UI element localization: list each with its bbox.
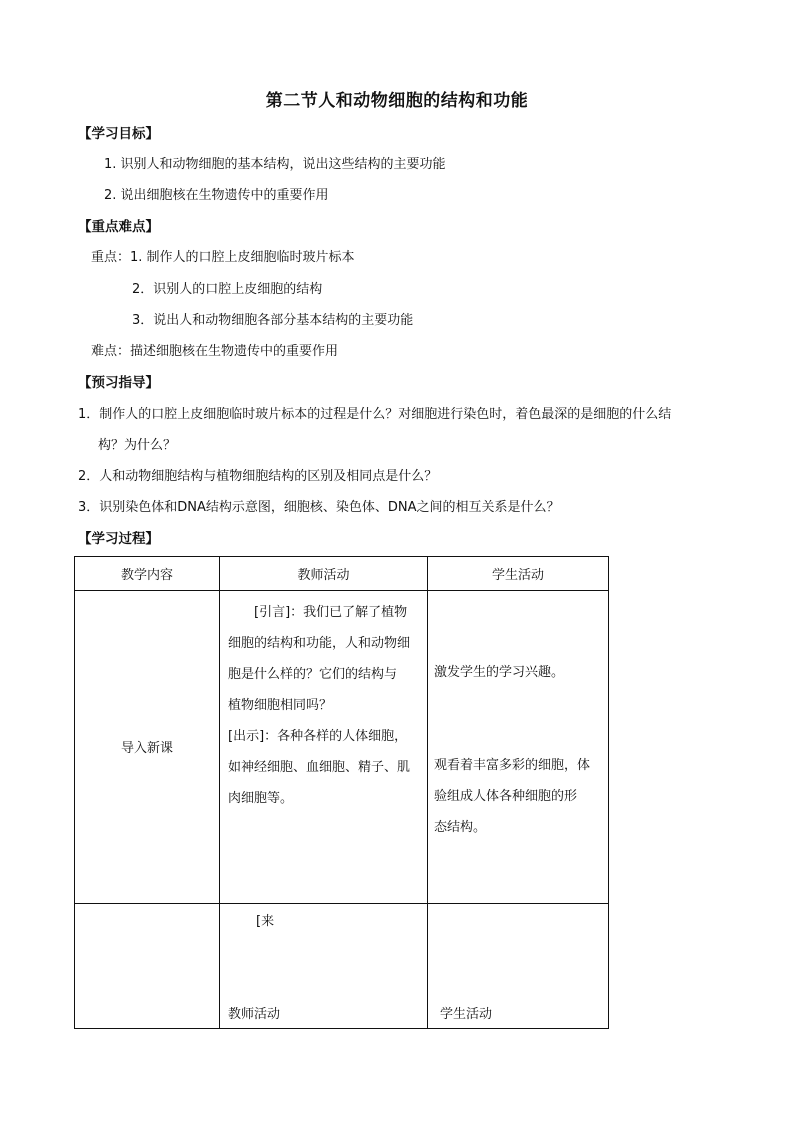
preview-question-2: 2．人和动物细胞结构与植物细胞结构的区别及相同点是什么？ bbox=[78, 469, 438, 484]
row2-teacher-cell bbox=[220, 904, 428, 1029]
student-line-4: 态结构。 bbox=[434, 820, 487, 835]
row1-teacher-text bbox=[220, 591, 427, 814]
learning-process-table bbox=[74, 556, 609, 1029]
row1-teacher-cell bbox=[220, 591, 428, 904]
teacher-line-3: 胞是什么样的？它们的结构与 bbox=[228, 667, 398, 682]
row1-content: 导入新课 bbox=[120, 740, 173, 756]
preview-question-1-line-1: 1．制作人的口腔上皮细胞临时玻片标本的过程是什么？对细胞进行染色时，着色最深的是细胞的什么结 bbox=[78, 407, 672, 422]
teacher-line-1: [引言]：我们已了解了植物 bbox=[228, 605, 408, 620]
teacher-line-7: 肉细胞等。 bbox=[228, 791, 294, 806]
row1-student-text bbox=[428, 591, 608, 843]
teacher-line-4: 植物细胞相同吗？ bbox=[228, 698, 333, 713]
row2-student-cell bbox=[428, 904, 609, 1029]
difficulty-item: 难点：描述细胞核在生物遗传中的重要作用 bbox=[91, 344, 339, 359]
process-heading: 【学习过程】 bbox=[78, 531, 159, 547]
focus-item-1: 重点：1. 制作人的口腔上皮细胞临时玻片标本 bbox=[91, 250, 355, 265]
student-gap bbox=[434, 688, 602, 750]
objective-item-2: 2. 说出细胞核在生物遗传中的重要作用 bbox=[104, 188, 329, 203]
header-teacher-activity: 教师活动 bbox=[220, 557, 428, 591]
row2-teacher-top: [来 bbox=[256, 914, 275, 929]
row2-content-cell bbox=[75, 904, 220, 1029]
teacher-line-5: [出示]：各种各样的人体细胞， bbox=[228, 729, 408, 744]
focus-item-2: 2．识别人的口腔上皮细胞的结构 bbox=[132, 282, 323, 297]
teacher-line-6: 如神经细胞、血细胞、精子、肌 bbox=[228, 760, 411, 775]
teacher-line-2: 细胞的结构和功能，人和动物细 bbox=[228, 636, 411, 651]
row1-content-cell bbox=[75, 591, 220, 904]
preview-heading: 【预习指导】 bbox=[78, 375, 159, 391]
row2-student-bottom: 学生活动 bbox=[440, 1007, 493, 1022]
student-line-3: 验组成人体各种细胞的形 bbox=[434, 789, 578, 804]
table-header-row bbox=[75, 557, 609, 591]
page-title: 第二节人和动物细胞的结构和功能 bbox=[265, 91, 529, 111]
objectives-heading: 【学习目标】 bbox=[78, 126, 159, 142]
student-line-2: 观看着丰富多彩的细胞，体 bbox=[434, 758, 591, 773]
row1-student-cell bbox=[428, 591, 609, 904]
preview-question-1-line-2: 构？为什么？ bbox=[98, 438, 177, 453]
key-points-heading: 【重点难点】 bbox=[78, 219, 159, 235]
focus-item-3: 3．说出人和动物细胞各部分基本结构的主要功能 bbox=[132, 313, 414, 328]
header-teaching-content: 教学内容 bbox=[75, 557, 220, 591]
student-line-1: 激发学生的学习兴趣。 bbox=[434, 665, 565, 680]
row2-teacher-bottom: 教师活动 bbox=[228, 1007, 281, 1022]
preview-question-3: 3．识别染色体和DNA结构示意图，细胞核、染色体、DNA之间的相互关系是什么？ bbox=[78, 500, 560, 515]
table-row bbox=[75, 904, 609, 1029]
table-row bbox=[75, 591, 609, 904]
objective-item-1: 1. 识别人和动物细胞的基本结构，说出这些结构的主要功能 bbox=[104, 157, 446, 172]
header-student-activity: 学生活动 bbox=[428, 557, 609, 591]
